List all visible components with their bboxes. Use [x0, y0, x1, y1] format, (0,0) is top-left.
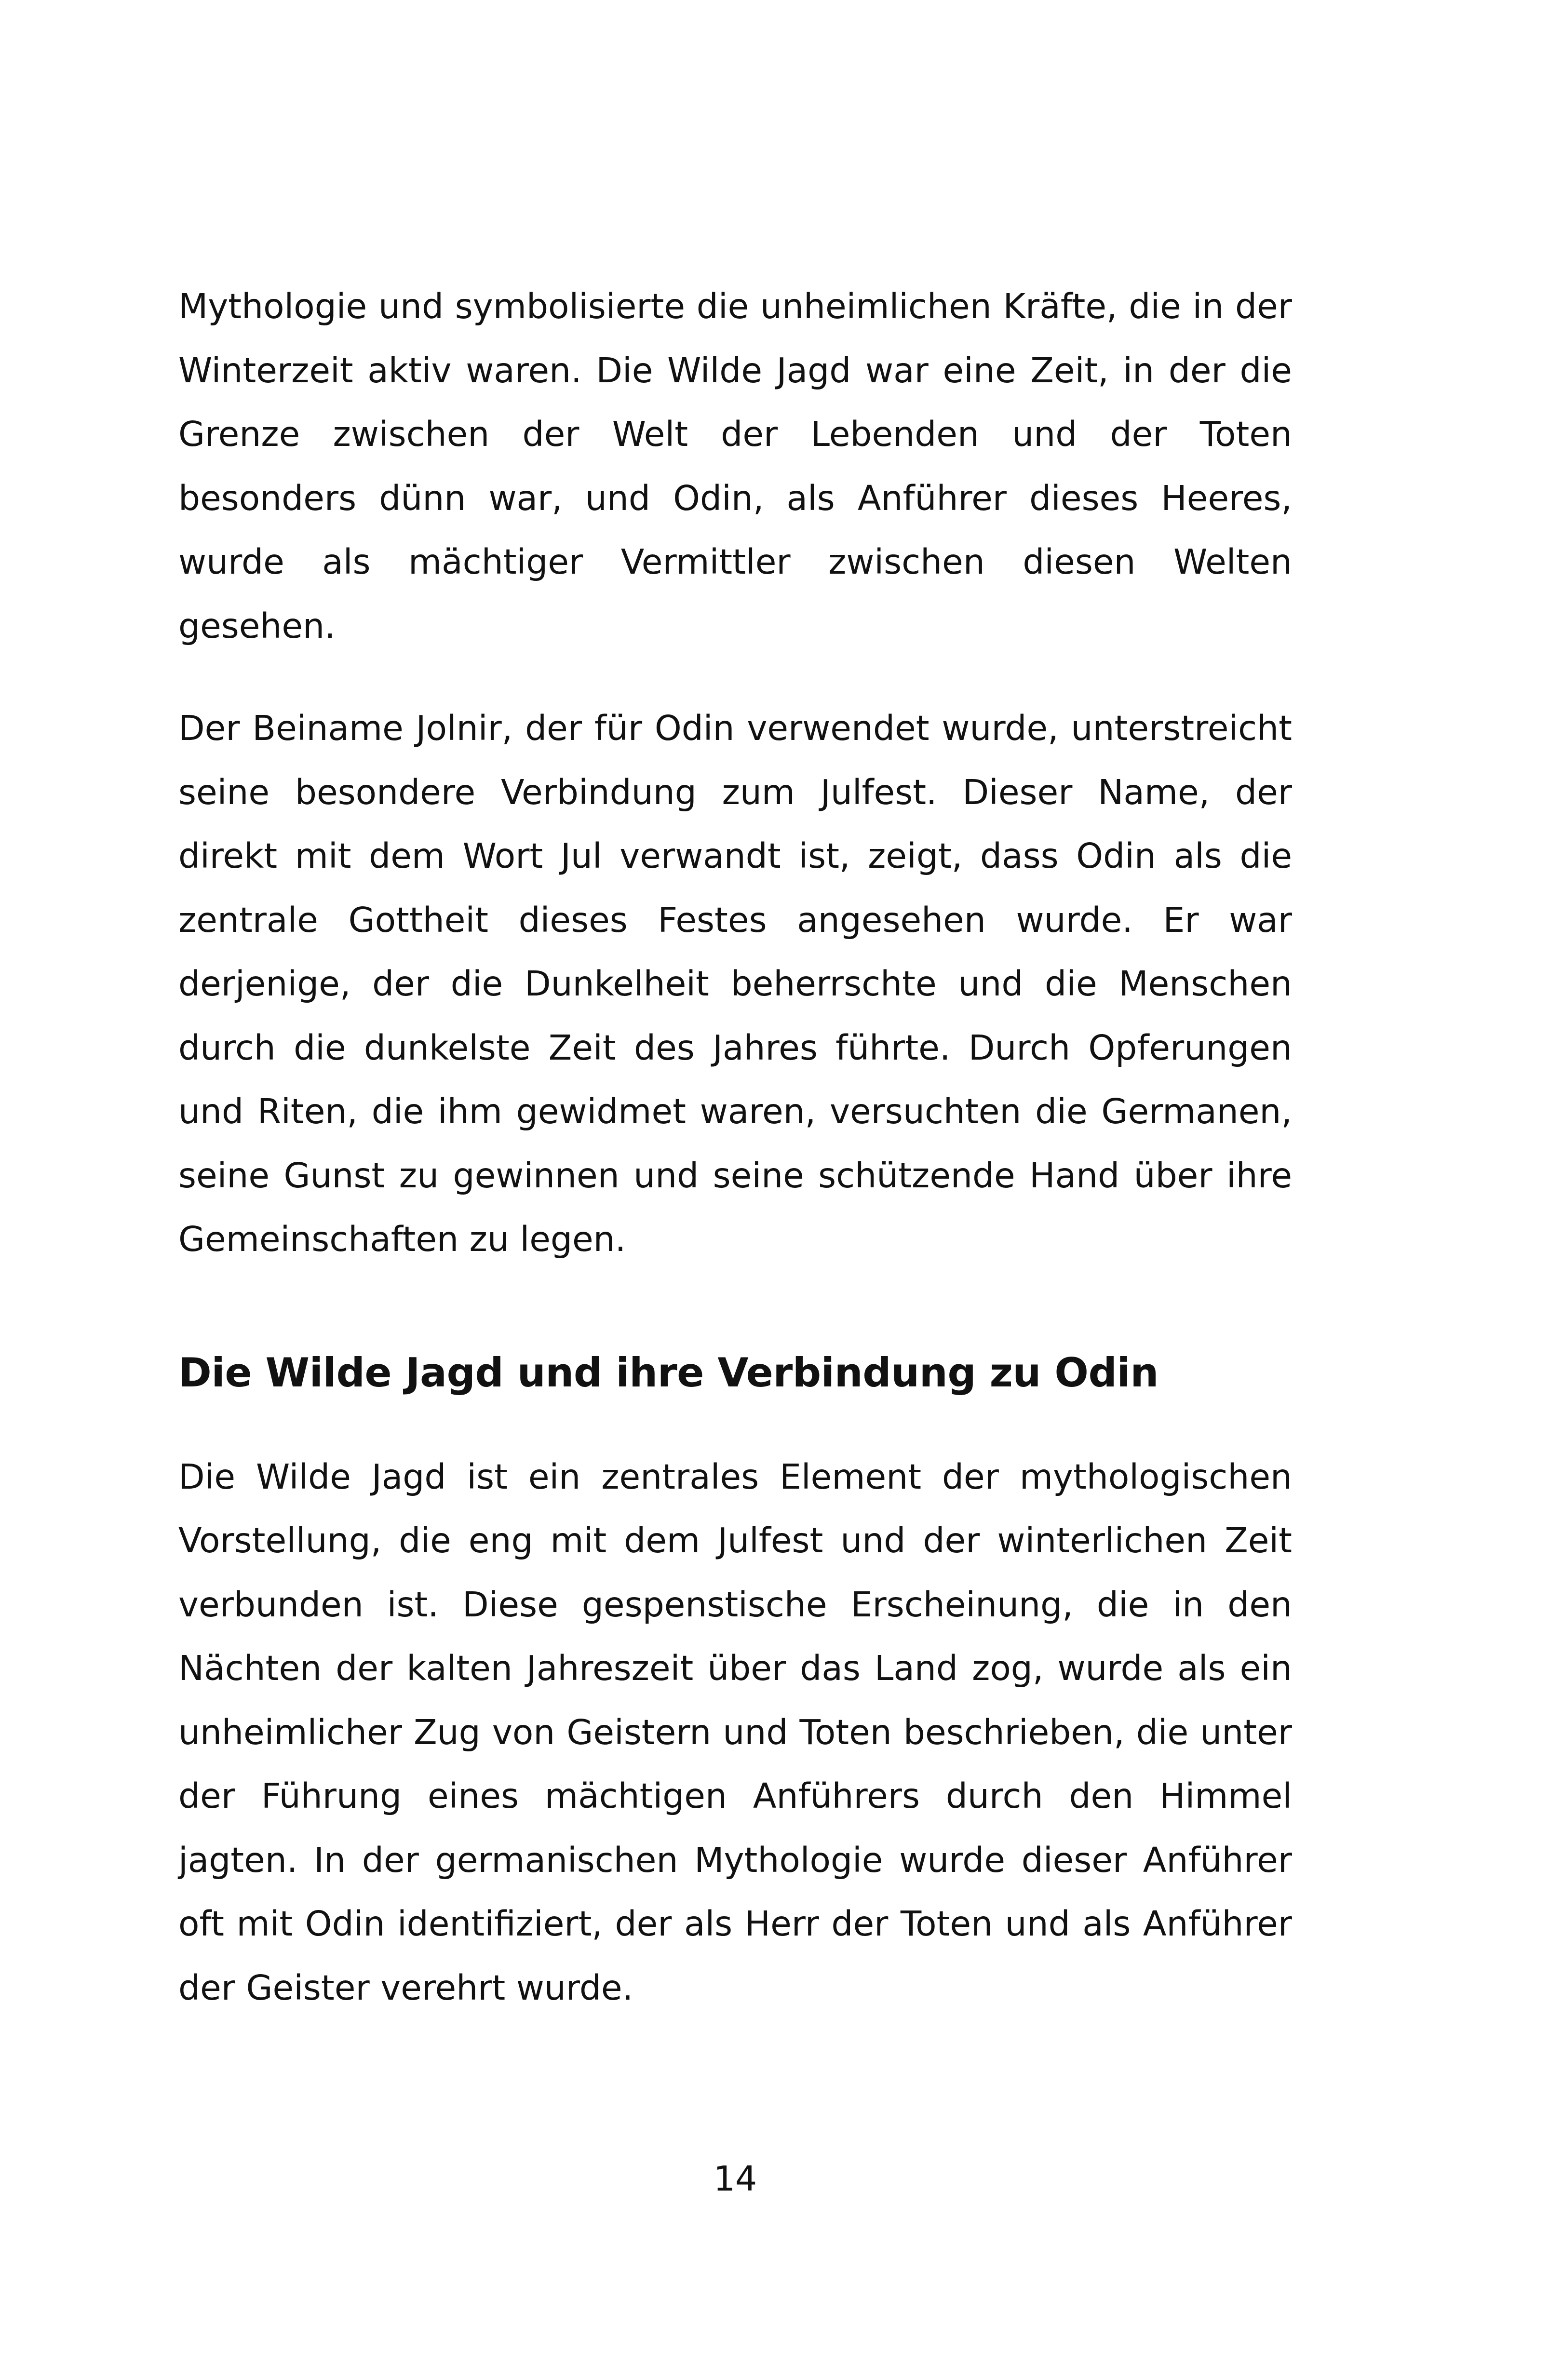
- body-paragraph: Mythologie und symbolisierte die unheimlichen Kräfte, die in der Winterzeit aktiv waren. Die Wilde Jagd war eine Zeit, in der die Grenze zwischen der Welt der Lebenden und der Toten besonders dünn war, und Odin, als Anführer dieses Heeres, wurde als mächtiger Vermittler zwischen diesen Welten gesehen.: [178, 286, 1292, 646]
- page-number: 14: [713, 2159, 757, 2199]
- body-paragraph: Die Wilde Jagd ist ein zentrales Element der mythologischen Vorstellung, die eng mit dem Julfest und der winterlichen Zeit verbunden ist. Diese gespenstische Erscheinung, die in den Nächten der kalten Jahreszeit über das Land zog, wurde als ein unheimlicher Zug von Geistern und Toten beschrieben, die unter der Führung eines mächtigen Anführers durch den Himmel jagten. In der germanischen Mythologie wurde dieser Anführer oft mit Odin identifiziert, der als Herr der Toten und als Anführer der Geister verehrt wurde.: [178, 1456, 1292, 2008]
- section-heading: Die Wilde Jagd und ihre Verbindung zu Odin: [178, 1349, 1158, 1396]
- body-paragraph: Der Beiname Jolnir, der für Odin verwendet wurde, unterstreicht seine besondere Verbindung zum Julfest. Dieser Name, der direkt mit dem Wort Jul verwandt ist, zeigt, dass Odin als die zentrale Gottheit dieses Festes angesehen wurde. Er war derjenige, der die Dunkelheit beherrschte und die Menschen durch die dunkelste Zeit des Jahres führte. Durch Opferungen und Riten, die ihm gewidmet waren, versuchten die Germanen, seine Gunst zu gewinnen und seine schützende Hand über ihre Gemeinschaften zu legen.: [178, 708, 1292, 1259]
- page-body: [178, 275, 1292, 2020]
